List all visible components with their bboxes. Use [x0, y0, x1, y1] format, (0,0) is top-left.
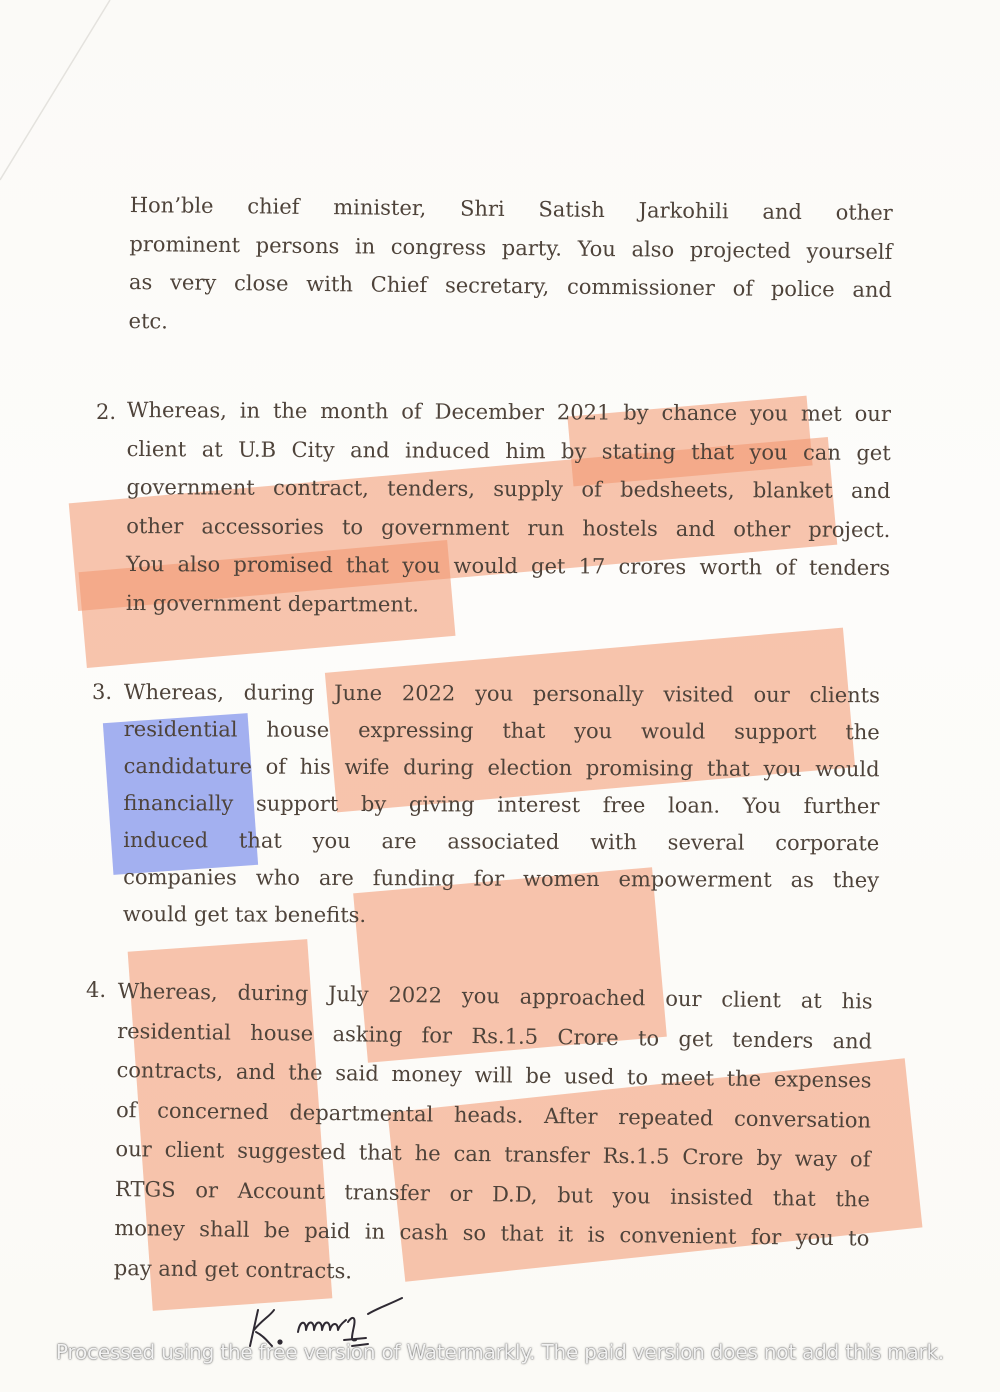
paper-fold-line: [0, 0, 1000, 200]
paragraph-line: our client suggested that he can transfer Rs.1.5 Crore by way of: [115, 1136, 871, 1172]
paragraph-3: [123, 674, 880, 936]
paragraph-line: etc.: [128, 308, 169, 333]
paragraph-line: money shall be paid in cash so that it is convenient for you to: [114, 1215, 870, 1251]
paragraph-line: pay and get contracts.: [113, 1255, 353, 1283]
paragraph-line: prominent persons in congress party. You also projected yourself: [129, 231, 893, 264]
paragraph-4: [114, 972, 873, 1299]
paragraph-line: residential house asking for Rs.1.5 Crore to get tenders and: [117, 1018, 873, 1054]
paragraph-line: induced that you are associated with several corporate: [123, 827, 880, 856]
paragraph-line: Whereas, during June 2022 you personally visited our clients: [123, 679, 880, 708]
paragraph-line: of concerned departmental heads. After repeated conversation: [115, 1097, 872, 1133]
paragraph-number: 3.: [92, 680, 113, 704]
paragraph-line: residential house expressing that you would support the: [123, 716, 880, 745]
paragraph-line: would get tax benefits.: [122, 901, 367, 928]
paragraph-line: in government department.: [125, 590, 420, 617]
paragraph-line: financially support by giving interest free loan. You further: [123, 790, 880, 819]
watermark-text: Processed using the free version of Watermarkly. The paid version does not add this mark.: [55, 1340, 945, 1364]
paragraph-line: Hon’ble chief minister, Shri Satish Jarkohili and other: [129, 192, 893, 225]
paragraph-line: candidature of his wife during election promising that you would: [123, 753, 880, 782]
paragraph-line: companies who are funding for women empowerment as they: [123, 864, 880, 893]
paragraph-line: Whereas, during July 2022 you approached our client at his: [117, 978, 873, 1014]
paragraph-line: client at U.B City and induced him by stating that you can get: [126, 436, 891, 465]
paragraph-line: contracts, and the said money will be used to meet the expenses: [116, 1057, 872, 1093]
paragraph-line: other accessories to government run hostels and other project.: [126, 513, 891, 542]
paragraph-number: 4.: [86, 978, 107, 1002]
paragraph-line: as very close with Chief secretary, commissioner of police and: [128, 269, 893, 302]
paragraph-number: 2.: [96, 400, 117, 424]
paragraph-line: You also promised that you would get 17 crores worth of tenders: [126, 551, 891, 580]
paragraph-line: government contract, tenders, supply of bedsheets, blanket and: [126, 474, 891, 503]
paragraph-1: [128, 186, 893, 348]
paragraph-line: Whereas, in the month of December 2021 by chance you met our: [126, 397, 891, 426]
paragraph-2: [126, 391, 891, 626]
paragraph-line: RTGS or Account transfer or D.D, but you insisted that the: [114, 1176, 871, 1212]
